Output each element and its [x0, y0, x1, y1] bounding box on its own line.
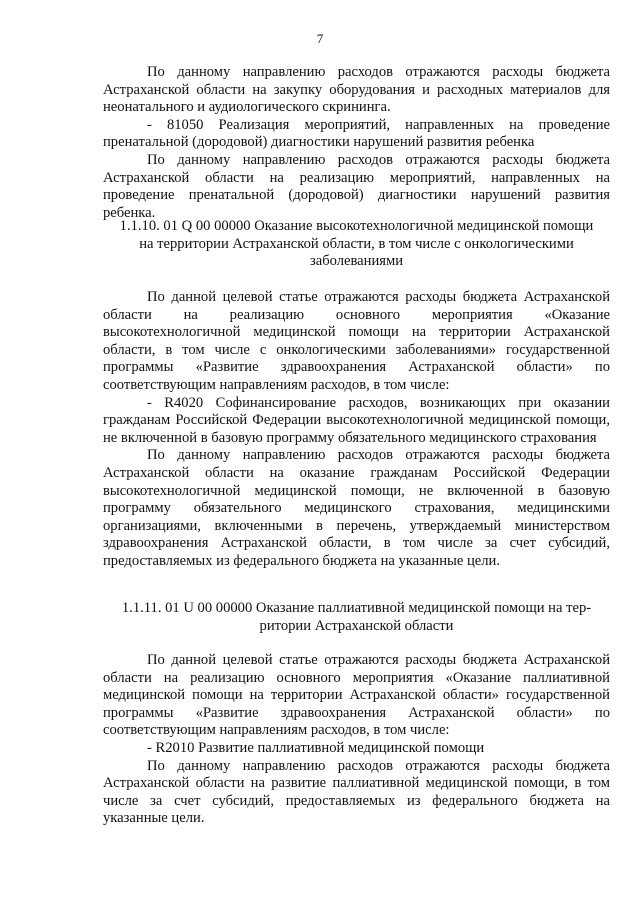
page-number: 7 — [316, 31, 324, 46]
heading-line: ритории Астраханской области — [259, 617, 454, 634]
heading-1-1-11 — [103, 600, 610, 635]
heading-line: 1.1.11. 01 U 00 00000 Оказание паллиативной медицинской помощи на тер- — [121, 600, 592, 616]
paragraph: По данной целевой статье отражаются расходы бюджета Астраханской области на реализацию основного мероприятия «Оказание высокотехнологичной медицинской помощи на территории Астраханской области, в том числе с онкологическими заболеваниями» государственной программы «Развитие здравоохранения Астраханской области» по соответствующим направлениям расходов, в том числе: — [103, 289, 610, 393]
expense-item-r4020: - R4020 Софинансирование расходов, возникающих при оказании гражданам Российской Федерации высокотехнологичной медицинской помощи, не включенной в базовую программу обязательного медицинского страхования — [103, 394, 610, 446]
expense-item-r2010: - R2010 Развитие паллиативной медицинской помощи — [147, 739, 485, 756]
heading-line: 1.1.10. 01 Q 00 00000 Оказание высокотехнологичной медицинской помощи — [119, 218, 594, 234]
paragraph: По данной целевой статье отражаются расходы бюджета Астраханской области на реализацию основного мероприятия «Оказание паллиативной медицинской помощи на территории Астраханской области» государственной программы «Развитие здравоохранения Астраханской области» по соответствующим направлениям расходов, в том числе: — [103, 652, 610, 739]
paragraph: По данному направлению расходов отражаются расходы бюджета Астраханской области на реализацию мероприятий, направленных на проведение пренатальной (дородовой) диагностики нарушений развития ребенка. — [103, 151, 610, 221]
heading-line: заболеваниями — [309, 253, 404, 270]
heading-line: на территории Астраханской области, в том числе с онкологическими — [139, 235, 574, 252]
paragraph: По данному направлению расходов отражаются расходы бюджета Астраханской области на развитие паллиативной медицинской помощи, в том числе за счет субсидий, предоставляемых из федерального бюджета на указанные цели. — [103, 757, 610, 827]
expense-item-81050: - 81050 Реализация мероприятий, направленных на проведение пренатальной (дородовой) диагностики нарушений развития ребенка — [103, 116, 610, 151]
section-1-text — [103, 64, 610, 222]
section-2-text — [103, 289, 610, 571]
section-3-text — [103, 652, 610, 828]
heading-1-1-10 — [103, 218, 610, 271]
paragraph: По данному направлению расходов отражаются расходы бюджета Астраханской области на оказание гражданам Российской Федерации высокотехнологичной медицинской помощи, не включенной в базовую программу обязательного медицинского страхования, медицинскими организациями, включенными в перечень, утверждаемый министерством здравоохранения Астраханской области, в том числе за счет субсидий, предоставляемых из федерального бюджета на указанные цели. — [103, 447, 610, 569]
paragraph: По данному направлению расходов отражаются расходы бюджета Астраханской области на закупку оборудования и расходных материалов для неонатального и аудиологического скрининга. — [103, 64, 610, 116]
